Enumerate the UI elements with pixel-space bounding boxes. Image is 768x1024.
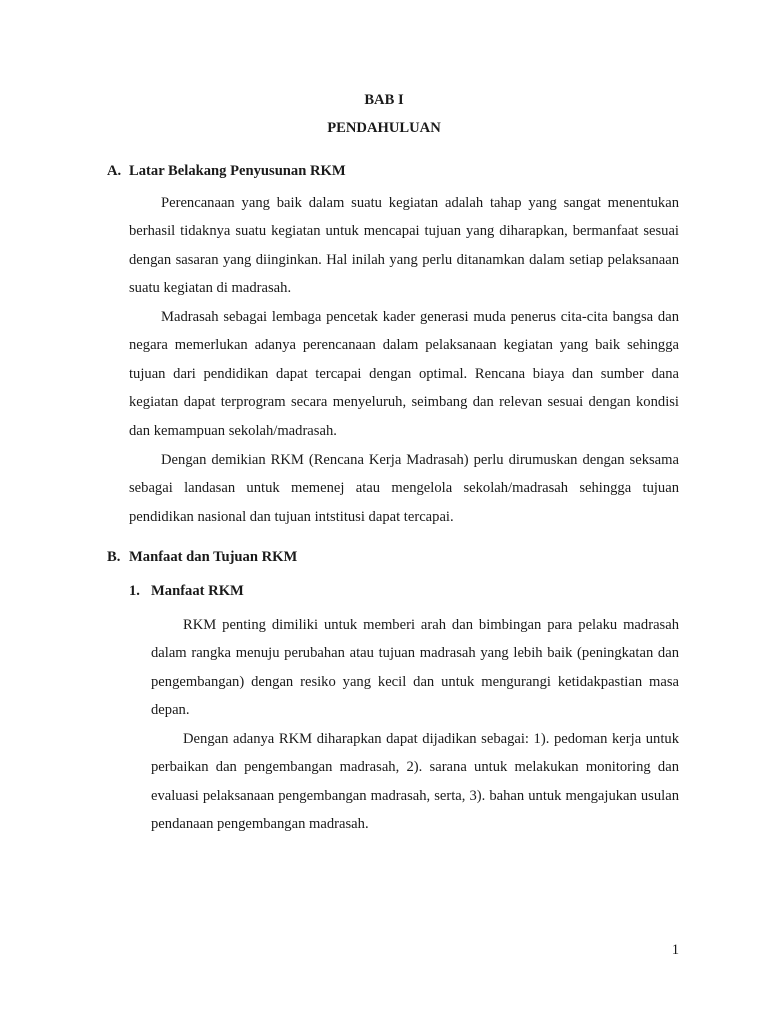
subsection-1-paragraph-1: RKM penting dimiliki untuk memberi arah dan bimbingan para pelaku madrasah dalam rangka menuju perubahan atau tujuan madrasah yang lebih baik (peningkatan dan pengembangan) dengan resiko yang kecil dan untuk mengurangi ketidakpastian masa depan. — [151, 617, 679, 719]
section-a-heading — [107, 163, 346, 180]
subsection-1-paragraph-2: Dengan adanya RKM diharapkan dapat dijadikan sebagai: 1). pedoman kerja untuk perbaikan dan pengembangan madrasah, 2). sarana untuk melakukan monitoring dan evaluasi pelaksanaan pengembangan madrasah, serta, 3). bahan untuk mengajukan usulan pendanaan pengembangan madrasah. — [151, 731, 679, 833]
section-b-title: Manfaat dan Tujuan RKM — [129, 549, 298, 565]
section-b-heading — [107, 549, 297, 566]
section-a-number: A. — [107, 163, 122, 179]
section-a-paragraph-2: Madrasah sebagai lembaga pencetak kader generasi muda penerus cita-cita bangsa dan negara memerlukan adanya perencanaan dalam pelaksanaan kegiatan yang baik sehingga tujuan dari pendidikan dapat tercapai dengan optimal. Rencana biaya dan sumber dana kegiatan dapat terprogram secara menyeluruh, seimbang dan relevan sesuai dengan kondisi dan kemampuan sekolah/madrasah. — [129, 309, 679, 439]
chapter-label: BAB I — [364, 92, 404, 108]
page-number: 1 — [671, 942, 679, 958]
section-a-title: Latar Belakang Penyusunan RKM — [129, 163, 346, 179]
subsection-1-title: Manfaat RKM — [151, 583, 244, 599]
subsection-1-number: 1. — [129, 583, 140, 599]
chapter-title: PENDAHULUAN — [327, 120, 441, 136]
section-a-paragraph-3: Dengan demikian RKM (Rencana Kerja Madrasah) perlu dirumuskan dengan seksama sebagai landasan untuk memenej atau mengelola sekolah/madrasah sehingga tujuan pendidikan nasional dan tujuan intstitusi dapat tercapai. — [129, 452, 679, 525]
section-a-paragraph-1: Perencanaan yang baik dalam suatu kegiatan adalah tahap yang sangat menentukan berhasil tidaknya suatu kegiatan untuk mencapai tujuan yang diharapkan, bermanfaat sesuai dengan sasaran yang diinginkan. Hal inilah yang perlu ditanamkan dalam setiap pelaksanaan suatu kegiatan di madrasah. — [129, 195, 679, 297]
subsection-1-heading — [129, 583, 244, 600]
section-b-number: B. — [107, 549, 121, 565]
